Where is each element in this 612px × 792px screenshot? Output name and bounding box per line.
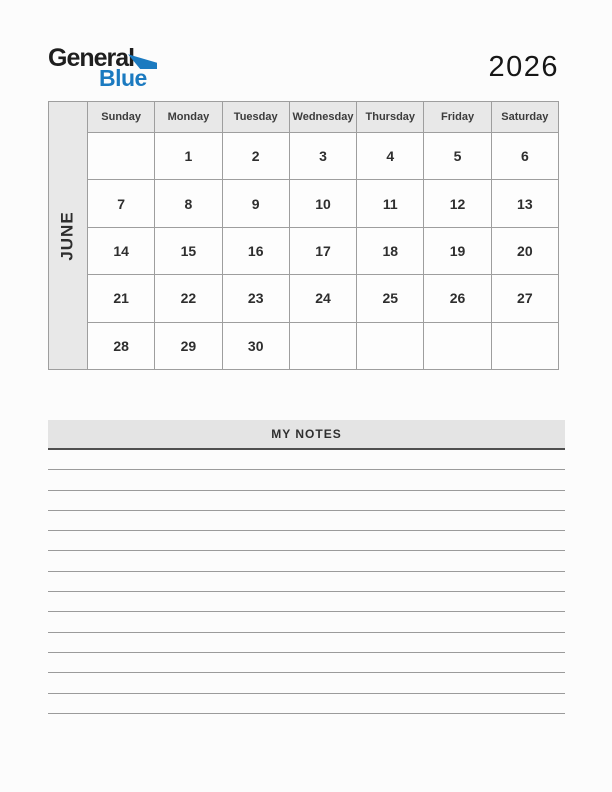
day-cell: 28 bbox=[87, 322, 154, 369]
note-line bbox=[48, 673, 565, 693]
day-cell bbox=[289, 322, 356, 369]
day-cell: 1 bbox=[154, 132, 221, 179]
day-cell bbox=[423, 322, 490, 369]
note-line bbox=[48, 633, 565, 653]
day-cell: 26 bbox=[423, 274, 490, 321]
day-cell: 12 bbox=[423, 179, 490, 226]
month-label: JUNE bbox=[58, 210, 78, 261]
day-cell: 13 bbox=[491, 179, 558, 226]
note-line bbox=[48, 653, 565, 673]
weekday-header-wednesday: Wednesday bbox=[289, 102, 356, 132]
note-line bbox=[48, 551, 565, 571]
day-cell: 16 bbox=[222, 227, 289, 274]
day-cell: 27 bbox=[491, 274, 558, 321]
weekday-header-saturday: Saturday bbox=[491, 102, 558, 132]
day-cell: 25 bbox=[356, 274, 423, 321]
day-cell bbox=[87, 132, 154, 179]
day-cell bbox=[491, 322, 558, 369]
note-line bbox=[48, 572, 565, 592]
note-line bbox=[48, 470, 565, 490]
day-cell: 5 bbox=[423, 132, 490, 179]
day-cell: 14 bbox=[87, 227, 154, 274]
day-cell: 15 bbox=[154, 227, 221, 274]
day-cell bbox=[356, 322, 423, 369]
logo-general-text: General bbox=[48, 44, 135, 72]
day-cell: 11 bbox=[356, 179, 423, 226]
note-line bbox=[48, 694, 565, 714]
day-cell: 8 bbox=[154, 179, 221, 226]
weekday-header-friday: Friday bbox=[423, 102, 490, 132]
note-line bbox=[48, 531, 565, 551]
logo-blue-text: Blue bbox=[99, 65, 147, 91]
general-blue-logo bbox=[48, 46, 178, 90]
weekday-header-tuesday: Tuesday bbox=[222, 102, 289, 132]
day-cell: 2 bbox=[222, 132, 289, 179]
my-notes-header: MY NOTES bbox=[48, 420, 565, 450]
weekday-header-sunday: Sunday bbox=[87, 102, 154, 132]
day-cell: 3 bbox=[289, 132, 356, 179]
day-cell: 23 bbox=[222, 274, 289, 321]
day-cell: 22 bbox=[154, 274, 221, 321]
note-line bbox=[48, 491, 565, 511]
day-cell: 7 bbox=[87, 179, 154, 226]
note-line bbox=[48, 450, 565, 470]
day-cell: 17 bbox=[289, 227, 356, 274]
day-cell: 24 bbox=[289, 274, 356, 321]
weekday-header-monday: Monday bbox=[154, 102, 221, 132]
day-cell: 19 bbox=[423, 227, 490, 274]
weekday-header-thursday: Thursday bbox=[356, 102, 423, 132]
day-cell: 4 bbox=[356, 132, 423, 179]
day-cell: 6 bbox=[491, 132, 558, 179]
month-label-cell bbox=[49, 102, 87, 369]
note-line bbox=[48, 592, 565, 612]
day-cell: 18 bbox=[356, 227, 423, 274]
month-calendar-grid bbox=[48, 101, 559, 370]
day-cell: 20 bbox=[491, 227, 558, 274]
note-line bbox=[48, 511, 565, 531]
note-line bbox=[48, 612, 565, 632]
day-cell: 30 bbox=[222, 322, 289, 369]
day-cell: 10 bbox=[289, 179, 356, 226]
day-cell: 21 bbox=[87, 274, 154, 321]
day-cell: 9 bbox=[222, 179, 289, 226]
day-cell: 29 bbox=[154, 322, 221, 369]
notes-lines bbox=[48, 450, 565, 714]
year-label: 2026 bbox=[488, 51, 559, 83]
